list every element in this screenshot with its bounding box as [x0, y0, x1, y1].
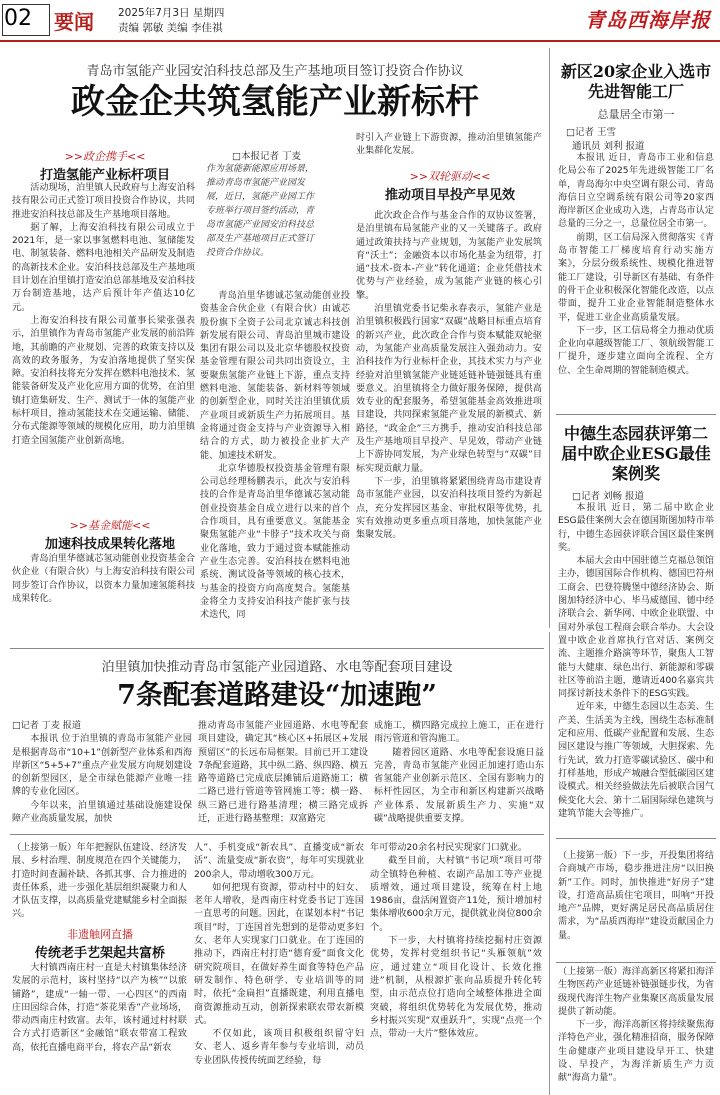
second-col2: 推动青岛市氢能产业园道路、水电等配套项目建设，确定其“核心区+拓展区+发展预留区”的长远布局框架。目前已开工建设7条配套道路，其中纵二路、纵四路、横五路等道路已完成底层摊铺后道路施工；横二路已进行管道等管网施工等；横一路、纵三路已进行路基清理；横三路完成拆迁，正进行路基整理；双富路完	[198, 721, 368, 825]
page-header	[0, 0, 720, 42]
sub1-heading	[40, 148, 170, 183]
sub3-title: 推动项目早投产早见效	[384, 188, 515, 203]
bottom-heading	[20, 926, 180, 961]
lead-title: 政金企共筑氢能产业新标杆	[71, 82, 479, 122]
sub1-title: 打造氢能产业标杆项目	[40, 168, 171, 183]
issue-date: 2025年7月3日 星期四	[118, 7, 225, 19]
masthead-logo: 青岛西海岸报	[585, 8, 711, 32]
editors: 责编 郭敏 美编 李佳祺	[118, 22, 223, 34]
bottom-divider	[10, 834, 544, 835]
side-story2-byline: □记者 刘畅 报道	[572, 491, 645, 502]
side-story1-byline2: 通讯员 刘利 报道	[572, 141, 645, 152]
bottom-tag: 非遗触网直播	[67, 928, 133, 941]
bottom-col4b: （上接第一版）海洋高新区将紧扣海洋生物医药产业延链补链强链步伐，为省级现代海洋生物产业集聚区高质量发展提供了新动能。 下一步，海洋高新区将持续聚焦海洋特色产业，强化精准招商，服务保障生命健康产业项目建设早开工、快建设、早投产，为海洋新质生产力贡献“海高力量”。	[558, 967, 714, 1084]
story-divider	[10, 648, 544, 649]
lead-col1: 活动现场，泊里镇人民政府与上海安泊科技有限公司正式签订项目投资合作协议，共同推进安泊科技总部及生产基地项目落地。 据了解，上海安泊科技有限公司成立于2021年，是一家以事氢燃料电池、氢储能发电、制氢装备、燃料电池相关产品研发及制造的高新技术企业。安泊科技总部及生产基地项目计划在泊里镇打造安泊总部基地及安泊科技万台制造基地，达产后预计年产值达10亿元。 上海安泊科技有限公司董事长梁张强表示，泊里镇作为青岛市氢能产业发展的前沿阵地，其前瞻的产业规划、完善的政策支持以及高效的政务服务，为安泊落地提供了坚实保障。安泊科技将充分发挥在燃料电池技术、氢能装备研发及产业化应用方面的优势，在泊里镇打造集研发、生产、测试于一体的氢能产业标杆项目，推动氢能技术在交通运输、储能、分布式能源等领域的规模化应用，助力泊里镇打造全国氢能产业创新高地。	[12, 183, 195, 446]
second-col1: □记者 丁麦 报道 本报讯 位于泊里镇的青岛市氢能产业园是根据青岛市“10+1”创新型产业体系和西海岸新区“5+5+7”重点产业发展方向规划建设的创新型园区，是全市绿色能源产业唯一挂牌的专业化园区。 今年以来，泊里镇通过基础设施建设保障产业高质量发展，加快	[12, 721, 192, 825]
header-rule	[0, 40, 720, 42]
sub3-tag: >>双轮驱动<<	[409, 170, 491, 183]
bottom-col2: 人”、手机变成“新农具”、直播变成“新农活”、流量变成“新农资”，每年可实现就业200余人，带动增收300万元。 如何把现有资源，带动村中的妇女、老年人增收，是西南庄村党委书记丁连国一直思考的问题。因此，在谋划本村“书记项目”时，丁连国首先想到的是带动更多妇女、老年人实现家门口就业。在丁连国的推动下，西南庄村打造“德育爱”面食文化研究院项目，在做好养生面食等特色产品研发制作、特色研学、专业培训等的同时，依托“金扁担”直播既建，利用直播电商资源推动互动，创新探索联农带农新模式。 不仅如此，该项目积极组织留守妇女、老人、返乡青年参与专业培训，动员专业团队传授传统面艺经验，每	[194, 843, 364, 1066]
lead-col3: 时引入产业链上下游资源，推动泊里镇氢能产业集群化发展。	[356, 133, 542, 157]
sub2-title: 加速科技成果转化落地	[44, 537, 175, 552]
lead-byline: □本报记者 丁麦	[232, 151, 301, 162]
side-story2-title: 中德生态园获评第二届中欧企业ESG最佳案例奖	[561, 424, 711, 483]
header-info	[118, 6, 224, 36]
lead-col3b: 此次政企合作与基金合作的双协议签署，是泊里镇布局氢能产业的又一关键落子。政府通过政策扶持与产业规划，为氢能产业发展筑育“沃土”；金融资本以市场化基金为纽带，打通“技术-资本-产业”转化通道；企业凭借技术优势与产业经验，成为氢能产业链的核心引擎。 泊里镇党委书记柴永春表示，氢能产业是泊里镇积极践行国家“双碳”战略目标重点培育的新兴产业，此次政企合作与资本赋能双轮驱动，为氢能产业高质量发展注入强劲动力。安泊科技作为行业标杆企业，其技术实力与产业经验对泊里镇氢能产业链延链补链强链具有重要意义。泊里镇将全力做好服务保障，提供高效专业的配套服务，希望氢能基金高效推进项目建设，共同探索氢能产业发展的新模式、新路径，“政金企”三方携手，推动安泊科技总部及生产基地项目早投产、早见效，带动产业链上下游协同发展，为产业绿色转型与“双碳”目标实现贡献力量。 下一步，泊里镇将紧紧围绕青岛市建设青岛市氢能产业园，以安泊科技项目签约为新起点，充分发挥园区基金、审批权限等优势，扎实有效推动更多重点项目落地，加快氢能产业集聚发展。	[356, 211, 542, 541]
sub2-tag: >>基金赋能<<	[69, 519, 151, 532]
lead-col2: 青岛泊里华德诚芯氢动能创业投资基金合伙企业（有限合伙）由诚芯股份旗下全资子公司北京诚志科技创新发展有限公司、青岛泊里城市建设集团有限公司以及北京华德股权投资基金管理有限公司共同出资设立，主要聚焦氢能产业链上下游，重点支持燃料电池、氢能装备、新材料等领域的创新型企业，同时关注泊里镇优质产业项目或新质生产力拓展项目。基金将通过资金支持与产业资源导入相结合的方式，助力被投企业扩大产能、加速技术研发。 北京华德股权投资基金管理有限公司总经理杨鹏表示，此次与安泊科技的合作是青岛泊里华德诚芯氢动能创业投资基金自成立进行以来的首个合作项目，具有重要意义。氢能基金聚焦氢能产业“卡脖子”技术攻关与商业化落地，致力于通过资本赋能推动产业生态完善。安泊科技在燃料电池系统、测试设备等领域的核心技术，与基金的投资方向高度契合。氢能基金将全力支持安泊科技产能扩张与技术迭代，同	[200, 291, 350, 620]
bottom-col4: （上接第一版）下一步，开投集团将结合商城产市场，稳步推进注房“以旧换新”工作。同时，加快推进“好房子”建设，打造高品质住宅项目，叫响“开投地产”品牌，更好满足居民高品质居住需求，为“品质西海岸”建设贡献国企力量。	[558, 851, 714, 941]
bottom-col3: 年可带动20余名村民实现家门口就业。 截至目前，大村镇“书记项”项目可带动全镇特色种植、农副产品加工等产业提质增效，通过项目建设，统筹在村上地1986亩，盘活闲置资产11处，预计增加村集体增收600余万元，提供就业岗位800余个。 下一步，大村镇将持续挖掘村庄资源优势，发挥村党组织书记“头雁领航”效应，通过建立“项目化设计、长效化推进”机制，从根源扩张向品质提升转化转型，由示范点位打造向全域整体推进全面突破，将组织优势转化为发展优势，推动乡村振兴实现“双重跃升”，实现“点亮一个点，带动一大片”整体效应。	[370, 843, 542, 1040]
lead-pullquote: 作为氢能新能源应用场景，推动青岛市氢能产业园发展，近日，氢能产业园工作专班举行项目签约活动，青岛市氢能产业园安泊科技总部及生产基地项目正式签订投资合作协议。	[206, 164, 315, 258]
bottom-col1b: 大村镇西南庄村一直是大村镇集体经济发展的示范村，该村坚持“以产为核”“以旅铺路”，建成“一轴一带、一心四区”的西南庄田园综合体，打造“茶花果香”产业场场，带动西南庄村致富。去年，该村通过村村联合方式打造新区“金融馆”联农带富工程致高，依托直播电商平台，将农产品“新农	[12, 963, 187, 1053]
sidebar-rule-lower	[549, 632, 550, 1095]
side-story1-byline1: □记者 王雪	[566, 127, 616, 138]
second-kicker: 泊里镇加快推动青岛市氢能产业园道路、水电等配套项目建设	[101, 660, 453, 675]
side-story1-title: 新区20家企业入选市先进智能工厂	[560, 62, 712, 101]
bottom-col1: （上接第一版）年年把握队伍建设、经济发展、乡村治理、制度规范在四个关键能力，打造时间查漏补缺、各抓其事、合力推进的责任体系，进一步强化基层组织凝聚力和人才队伍支撑，以高质量党建赋能乡村全面振兴。	[12, 843, 187, 920]
bottom-title: 传统老手艺架起共富桥	[34, 946, 165, 961]
page-number: 02	[4, 6, 32, 31]
side-divider-2	[556, 838, 716, 839]
lead-col1b: 青岛泊里华德诚芯氢动能创业投资基金合伙企业（有限合伙）与上海安泊科技有限公司同步签订合作协议，以资本力量加速氢能科技成果转化。	[12, 554, 195, 604]
side-divider	[556, 414, 716, 415]
side-divider-3	[556, 962, 716, 963]
lead-kicker: 青岛市氢能产业园安泊科技总部及生产基地项目签订投资合作协议	[86, 64, 464, 79]
second-col3: 成施工，横四路完成拉上施工，正在进行雨污管道和管沟施工。 随着园区道路、水电等配套设施日益完善，青岛市氢能产业园正加速打造山东省氢能产业创新示范区、全国有影响力的标杆性园区，为全市和新区构建新兴战略产业体系、发展新质生产力、实施“双碳”战略提供重要支撑。	[374, 721, 544, 825]
side-story1-sub: 总量居全市第一	[597, 108, 675, 121]
second-title: 7条配套道路建设“加速跑”	[117, 680, 437, 711]
sub2-heading	[40, 517, 180, 552]
sub1-tag: >>政企携手<<	[64, 150, 146, 163]
side-story2-body: 本报讯 近日，第二届中欧企业ESG最佳案例大会在德国斯图加特市举行，中德生态园获评联合国区最佳案例奖。 本届大会由中国驻德兰克福总领馆主办，德国国际合作机构、德国巴符州工商会、巴登符腾堡中德经济协会、斯图加特经济中心、毕马威德国、德中经济联合会、新华网、中欧企业联盟、中国对外承包工程商会联合举办。大会设置中欧企业首席执行官对话、案例交流、主题推介路演等环节，聚焦人工智能与大健康、绿色出行、新能源和零碳社区等前沿主题，邀请近400名嘉宾共同探讨新技术条件下的ESG实践。 近年来，中德生态园以生态美、生产美、生活美为主线，围绕生态标准制定和应用、低碳产业配置和发展、生态园区建设与推广等领域，大胆探索、先行先试，致力打造零碳试验区、碳中和打样基地，形成产城融合型低碳园区建设模式。相关经验做法先后被联合国气候变化大会、第十二届国际绿色建筑与建筑节能大会等推广。	[558, 503, 714, 819]
side-story1-body: 本报讯 近日，青岛市工业和信息化局公布了2025年先进级智能工厂名单，青岛海尔中央空调有限公司、青岛海信日立空调系统有限公司等20家西海岸新区企业成功入选，占青岛市认定总量的三分之一，总量位居全市第一。 前期，区工信局深入贯彻落实《青岛市智能工厂梯度培育行动实施方案》，分层分级系统性、规模化推进智能工厂建设，引导新区有基础、有条件的骨干企业积极深化智能化改造，以点带面，提升工业企业智能制造整体水平，促进工业企业高质量发展。 下一步，区工信局将全力推动优质企业向卓越级智能工厂、领航级智能工厂提升，逐步建立面向全流程、全方位、全生命周期的智能制造模式。	[558, 153, 714, 376]
section-name: 要闻	[54, 10, 94, 34]
sidebar-rule	[549, 48, 550, 628]
sub3-heading	[370, 168, 530, 203]
